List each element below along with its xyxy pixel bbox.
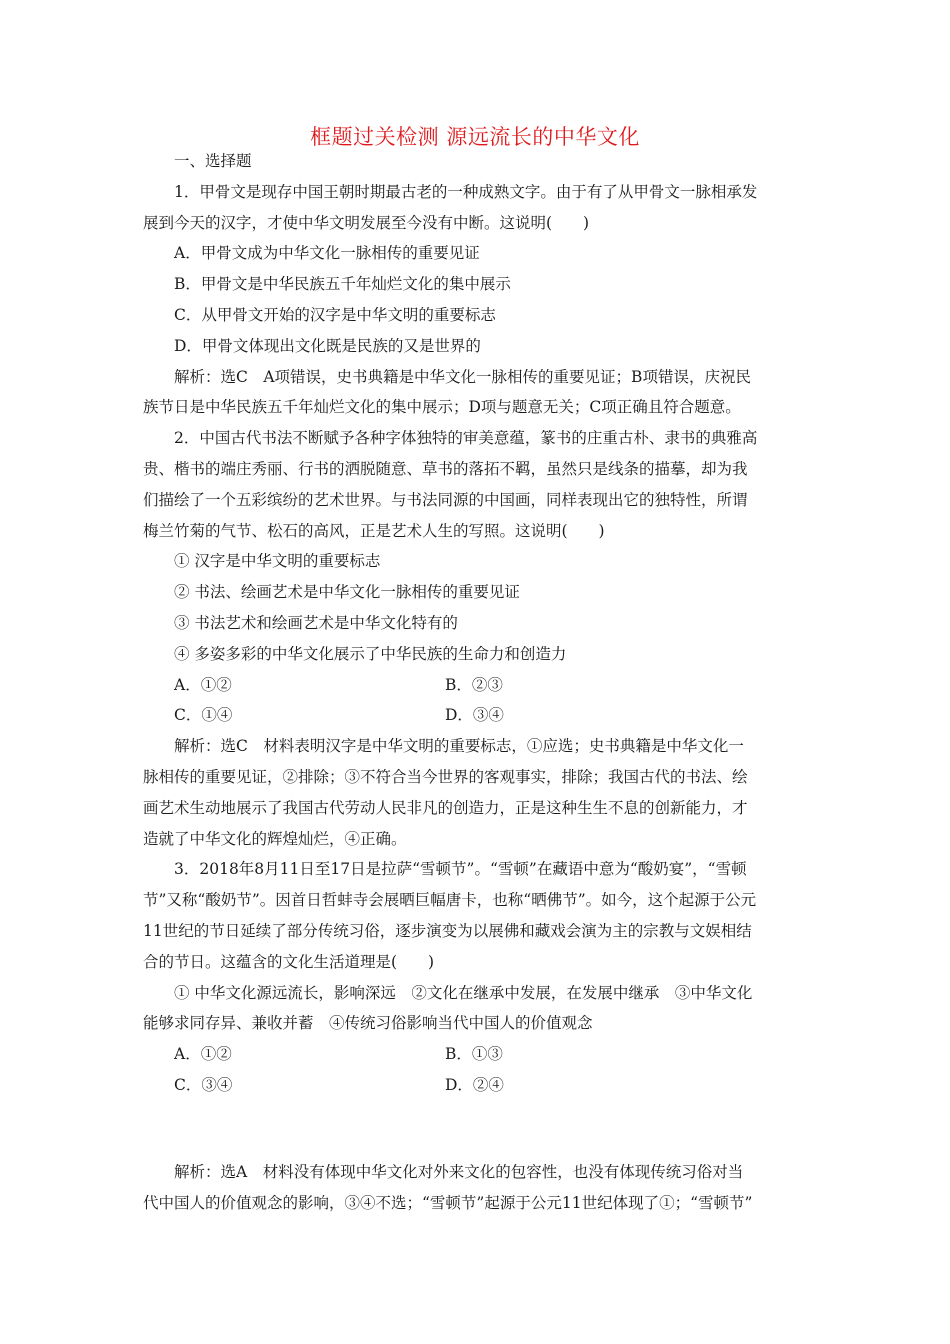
question-3-option-d: D．②④ xyxy=(445,1075,504,1094)
section-heading: 一、选择题 xyxy=(174,152,252,170)
question-1-option-c: C．从甲骨文开始的汉字是中华文明的重要标志 xyxy=(174,305,496,324)
question-3-text: 节”又称“酸奶节”。因首日哲蚌寺会展晒巨幅唐卡，也称“晒佛节”。如今，这个起源于公元 xyxy=(143,891,757,910)
question-2-text: 贵、楷书的端庄秀丽、行书的洒脱随意、草书的落拓不羁，虽然只是线条的描摹，却为我 xyxy=(143,459,748,478)
question-2-text: 梅兰竹菊的气节、松石的高风，正是艺术人生的写照。这说明( ) xyxy=(143,521,605,540)
question-2-options-row xyxy=(143,670,813,701)
question-3-text: 3．2018年8月11日至17日是拉萨“雪顿节”。“雪顿”在藏语中意为“酸奶宴”，“雪顿 xyxy=(174,860,747,879)
question-1-text: 1．甲骨文是现存中国王朝时期最古老的一种成熟文字。由于有了从甲骨文一脉相承发 xyxy=(174,182,758,201)
question-2-option-b: B．②③ xyxy=(445,675,503,694)
question-3-options-row xyxy=(143,1070,813,1101)
question-2-option-c: C．①④ xyxy=(174,706,233,725)
question-2-statement: ③ 书法艺术和绘画艺术是中华文化特有的 xyxy=(174,613,458,632)
question-3-statements: ① 中华文化源远流长，影响深远 ②文化在继承中发展，在发展中继承 ③中华文化 xyxy=(174,983,753,1002)
spacer xyxy=(143,1101,813,1157)
question-3-statements: 能够求同存异、兼收并蓄 ④传统习俗影响当代中国人的价值观念 xyxy=(143,1014,593,1033)
question-3-option-a: A．①② xyxy=(174,1045,232,1064)
answer-2-text: 解析：选C 材料表明汉字是中华文明的重要标志，①应选；史书典籍是中华文化一 xyxy=(174,737,744,756)
question-3-text: 11世纪的节日延续了部分传统习俗，逐步演变为以展佛和藏戏会演为主的宗教与文娱相结 xyxy=(143,921,752,940)
question-2-statement: ④ 多姿多彩的中华文化展示了中华民族的生命力和创造力 xyxy=(174,644,567,663)
question-2-options-row xyxy=(143,700,813,731)
answer-3-text: 解析：选A 材料没有体现中华文化对外来文化的包容性，也没有体现传统习俗对当 xyxy=(174,1162,744,1181)
question-3-option-b: B．①③ xyxy=(445,1045,503,1064)
answer-2-text: 造就了中华文化的辉煌灿烂，④正确。 xyxy=(143,829,407,848)
document-body xyxy=(143,146,813,1218)
answer-2-text: 画艺术生动地展示了我国古代劳动人民非凡的创造力，正是这种生生不息的创新能力，才 xyxy=(143,798,748,817)
question-2-option-d: D．③④ xyxy=(445,706,504,725)
question-3-options-row xyxy=(143,1039,813,1070)
answer-1-text: 解析：选C A项错误，史书典籍是中华文化一脉相传的重要见证；B项错误，庆祝民 xyxy=(174,367,751,386)
question-2-statement: ① 汉字是中华文明的重要标志 xyxy=(174,552,381,571)
question-1-option-d: D．甲骨文体现出文化既是民族的又是世界的 xyxy=(174,336,481,355)
page-title: 框题过关检测 源远流长的中华文化 xyxy=(310,125,640,149)
question-3-option-c: C．③④ xyxy=(174,1075,233,1094)
question-2-statement: ② 书法、绘画艺术是中华文化一脉相传的重要见证 xyxy=(174,583,520,602)
question-1-text: 展到今天的汉字，才使中华文明发展至今没有中断。这说明( ) xyxy=(143,213,590,232)
question-2-text: 2．中国古代书法不断赋予各种字体独特的审美意蕴，篆书的庄重古朴、隶书的典雅高 xyxy=(174,429,758,448)
answer-2-text: 脉相传的重要见证，②排除；③不符合当今世界的客观事实，排除；我国古代的书法、绘 xyxy=(143,767,748,786)
question-2-text: 们描绘了一个五彩缤纷的艺术世界。与书法同源的中国画，同样表现出它的独特性，所谓 xyxy=(143,490,748,509)
question-1-option-b: B．甲骨文是中华民族五千年灿烂文化的集中展示 xyxy=(174,275,511,294)
answer-3-text: 代中国人的价值观念的影响，③④不选；“雪顿节”起源于公元11世纪体现了①；“雪顿节” xyxy=(143,1193,753,1212)
question-3-text: 合的节日。这蕴含的文化生活道理是( ) xyxy=(143,952,435,971)
question-1-option-a: A．甲骨文成为中华文化一脉相传的重要见证 xyxy=(174,244,480,263)
question-2-option-a: A．①② xyxy=(174,675,232,694)
answer-1-text: 族节日是中华民族五千年灿烂文化的集中展示；D项与题意无关；C项正确且符合题意。 xyxy=(143,398,741,417)
